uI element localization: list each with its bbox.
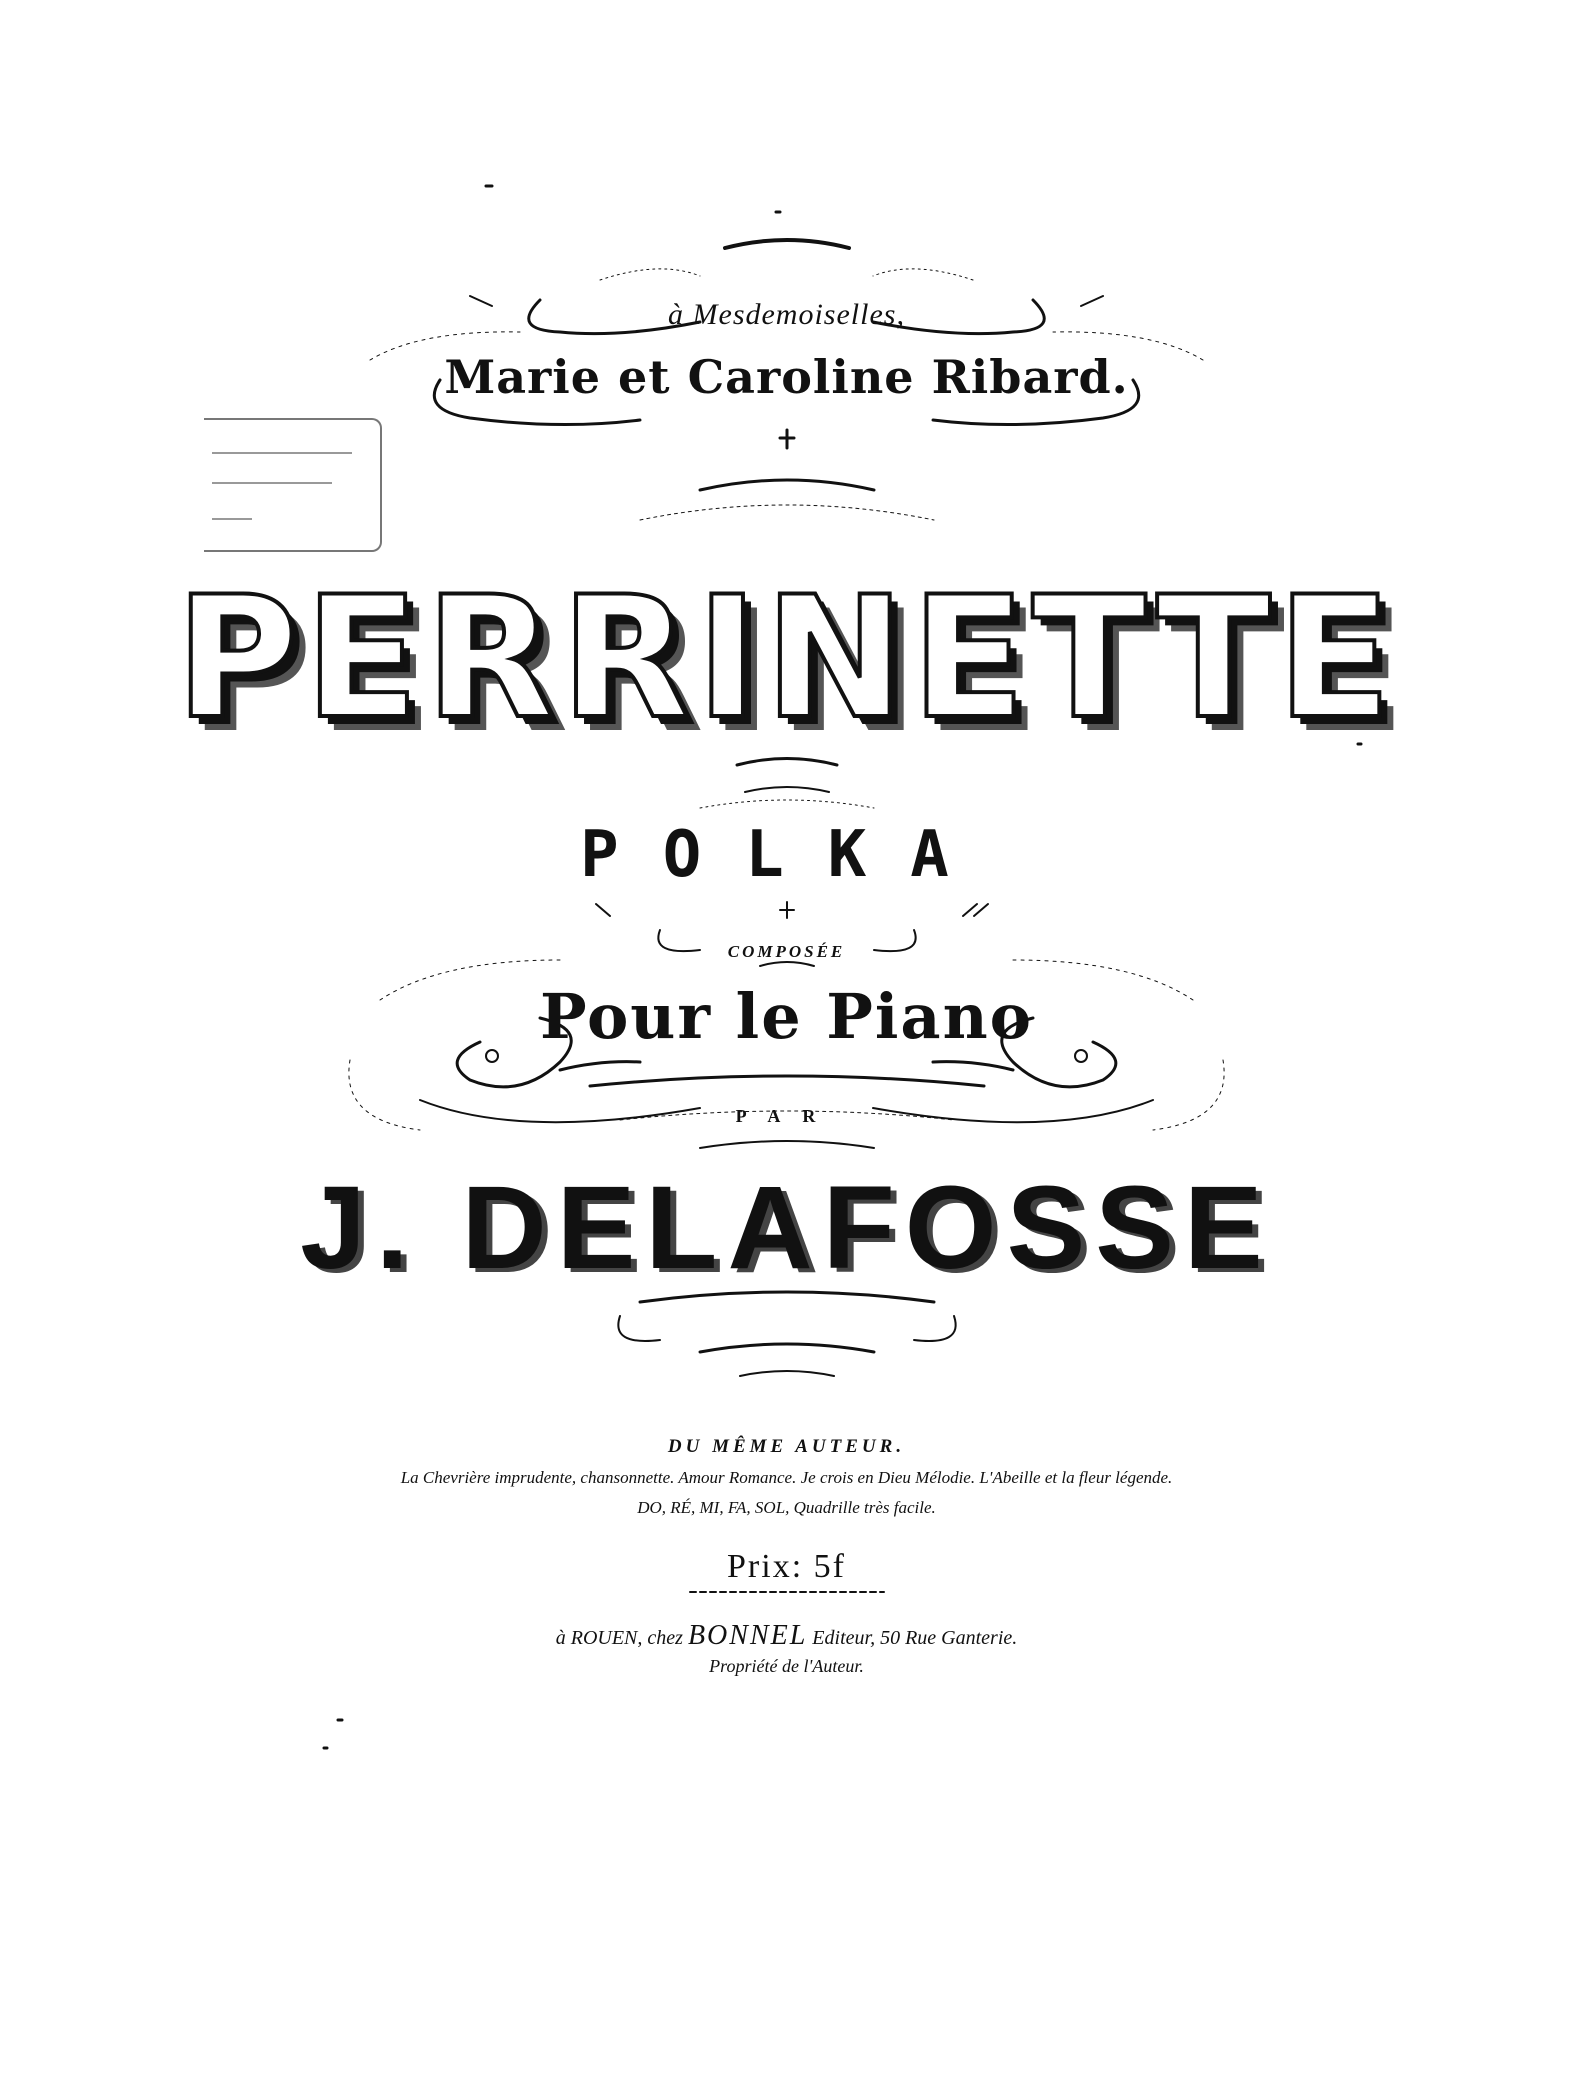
other-works-line-2: DO, RÉ, MI, FA, SOL, Quadrille très facile. (637, 1498, 936, 1517)
price: Prix: 5f (727, 1548, 846, 1585)
publisher-name: BONNEL (687, 1620, 808, 1651)
other-works-heading: DU MÊME AUTEUR. (667, 1436, 906, 1457)
property-notice: Propriété de l'Auteur. (709, 1656, 864, 1676)
publisher-suffix: Editeur, 50 Rue Ganterie. (812, 1627, 1018, 1649)
dedication-names: Marie et Caroline Ribard. (444, 350, 1129, 404)
publisher-prefix: à ROUEN, chez (555, 1627, 683, 1649)
composed-label: COMPOSÉE (727, 942, 846, 961)
instrument-line: Pour le Piano (540, 980, 1033, 1053)
other-works-line-1: La Chevrière imprudente, chansonnette. Amour Romance. Je crois en Dieu Mélodie. L'Abeille et la fleur légende. (400, 1468, 1173, 1487)
piece-subtitle: POLKA (580, 818, 993, 892)
piece-title: PERRINETTE (175, 560, 1398, 756)
by-label: PAR (735, 1106, 838, 1126)
composer-name: J. DELAFOSSE (300, 1162, 1273, 1294)
dedication-to: à Mesdemoiselles, (668, 298, 905, 331)
library-stamp (204, 418, 382, 552)
publisher-line (0, 1620, 1573, 1652)
